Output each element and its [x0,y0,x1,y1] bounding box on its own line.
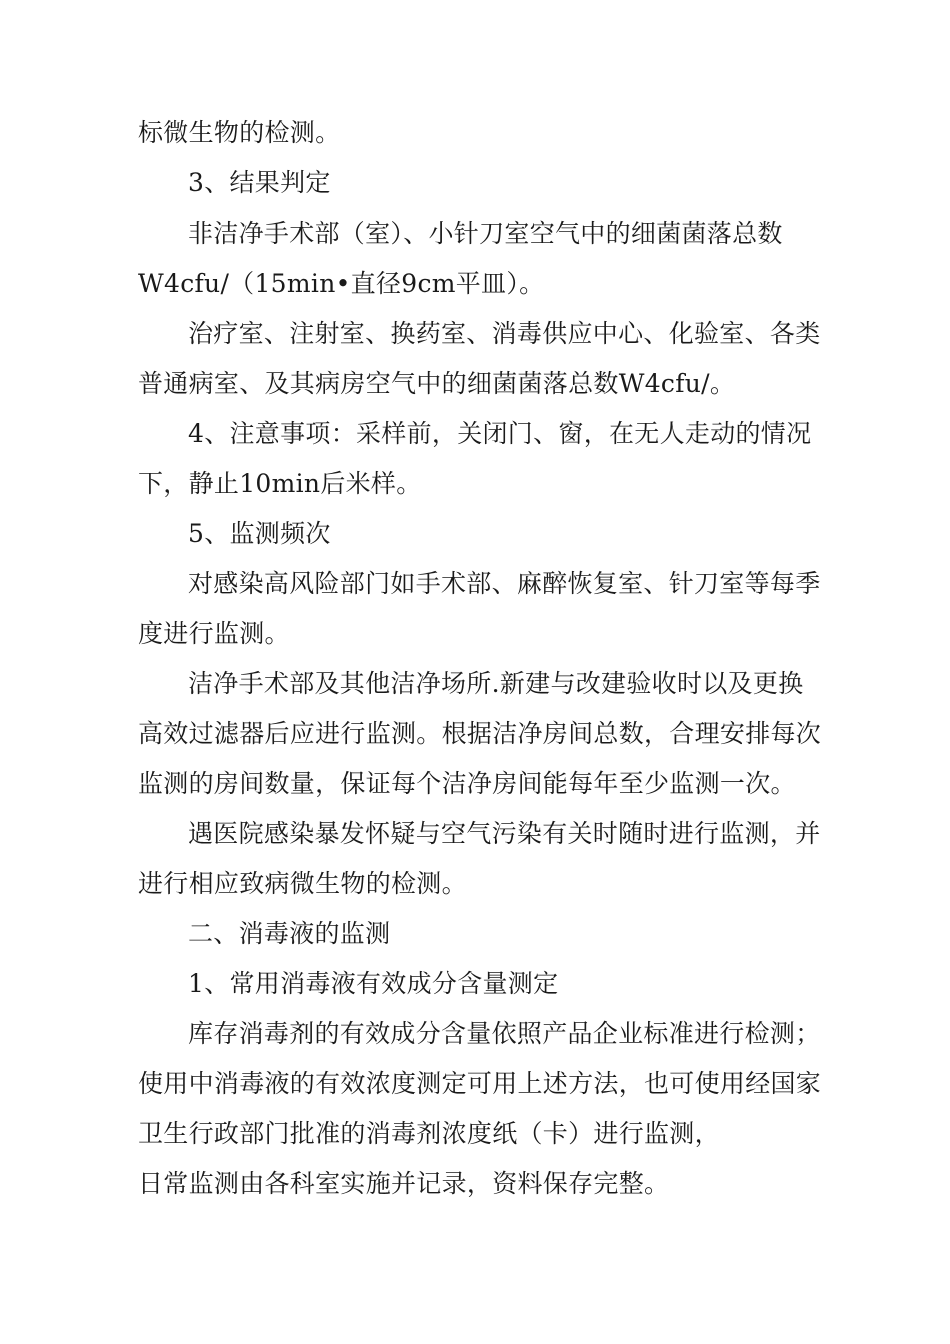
section-heading: 5、监测频次 [188,519,331,548]
text-line: W4cfu/（15min•直径9cm平皿）。 [138,269,545,298]
text-line: 使用中消毒液的有效浓度测定可用上述方法，也可使用经国家 [138,1069,822,1098]
section-heading: 1、常用消毒液有效成分含量测定 [188,969,559,998]
section-heading: 二、消毒液的监测 [188,919,391,948]
text-line: 标微生物的检测。 [138,118,341,147]
text-line: 度进行监测。 [138,619,290,648]
text-line: 库存消毒剂的有效成分含量依照产品企业标准进行检测； [188,1019,821,1048]
text-line: 治疗室、注射室、换药室、消毒供应中心、化验室、各类 [188,319,821,348]
text-line: 监测的房间数量，保证每个洁净房间能每年至少监测一次。 [138,769,796,798]
text-line: 普通病室、及其病房空气中的细菌菌落总数W4cfu/。 [138,369,736,398]
text-line: 卫生行政部门批准的消毒剂浓度纸（卡）进行监测， [138,1119,720,1148]
text-line: 4、注意事项：采样前，关闭门、窗，在无人走动的情况 [188,419,812,448]
text-line: 非洁净手术部（室）、小针刀室空气中的细菌菌落总数 [188,219,783,248]
text-line: 遇医院感染暴发怀疑与空气污染有关时随时进行监测，并 [188,819,821,848]
text-line: 对感染高风险部门如手术部、麻醉恢复室、针刀室等每季 [188,569,821,598]
text-line: 洁净手术部及其他洁净场所.新建与改建验收时以及更换 [188,669,804,698]
text-line: 进行相应致病微生物的检测。 [138,869,467,898]
text-line: 高效过滤器后应进行监测。根据洁净房间总数，合理安排每次 [138,719,822,748]
section-heading: 3、结果判定 [188,168,331,197]
text-line: 日常监测由各科室实施并记录，资料保存完整。 [138,1169,670,1198]
text-line: 下，静止10min后米样。 [138,469,422,498]
